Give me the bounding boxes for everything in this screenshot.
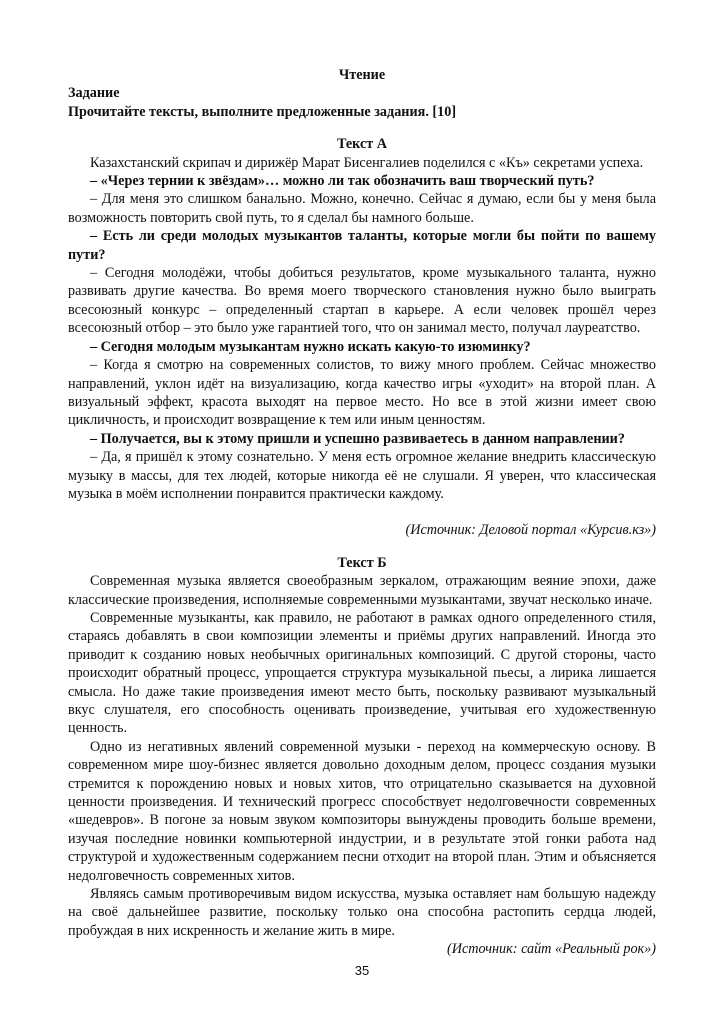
text-a-intro: Казахстанский скрипач и дирижёр Марат Бисенгалиев поделился с «Къ» секретами успеха.: [90, 154, 644, 171]
task-label: Задание: [68, 85, 120, 102]
interview-question: – Сегодня молодым музыкантам нужно искать какую-то изюминку?: [90, 338, 531, 355]
interview-answer: – Да, я пришёл к этому сознательно. У меня есть огромное желание внедрить классическую музыку в массы, для тех людей, которые никогда её не слушали. Я уверен, что классическая музыка в моём исполнении понравится практически каждому.: [68, 449, 656, 502]
text-b-paragraph: Современные музыканты, как правило, не работают в рамках одного определенного стиля, стараясь добавлять в свои композиции элементы и приёмы других направлений. Иногда это приводит к созданию новых необычных оригинальных композиций. С другой стороны, часто происходит обратный процесс, упрощается структура музыкальной пьесы, а лирика лишается смысла. Но даже такие произведения имеют место быть, поскольку развивают музыкальный вкус слушателя, его способность оценивать произведение, учитывая его художественную ценность.: [68, 609, 656, 737]
task-instructions: Прочитайте тексты, выполните предложенные задания. [10]: [68, 103, 457, 120]
text-b-title: Текст Б: [337, 554, 387, 571]
interview-answer: – Сегодня молодёжи, чтобы добиться результатов, кроме музыкального таланта, нужно развивать другие качества. Во время моего творческого становления нужно было выиграть всесоюзный конкурс – определенный стартап в карьере. А если человек прошёл через всесоюзный отбор – это было уже гарантией того, что он занимал место, получал лауреатство.: [68, 265, 656, 337]
interview-answer: – Когда я смотрю на современных солистов, то вижу много проблем. Сейчас множество направлений, уклон идёт на визуализацию, когда качество игры «уходит» на второй план. А визуальный эффект, красота выходят на первое место. Но все в этой жизни имеет свою цикличность, и происходит возвращение к тем или иным ценностям.: [68, 357, 656, 429]
text-a-title: Текст А: [336, 136, 388, 153]
text-b-paragraph: Современная музыка является своеобразным зеркалом, отражающим веяние эпохи, даже классические произведения, исполняемые современными музыкантами, звучат несколько иначе.: [68, 573, 656, 608]
text-b-paragraph: Являясь самым противоречивым видом искусства, музыка оставляет нам большую надежду на своё дальнейшее развитие, поскольку только она способна растопить сердца людей, пробуждая в них искренность и желание жить в мире.: [68, 886, 656, 939]
page-number: 35: [354, 963, 370, 978]
text-b-paragraph: Одно из негативных явлений современной музыки - переход на коммерческую основу. В современном мире шоу-бизнес является довольно доходным делом, процесс создания музыки стремится к порождению новых и новых хитов, что отрицательно сказывается на духовной ценности произведения. И технический прогресс способствует недолговечности современных «шедевров». В погоне за новым звуком композиторы вынуждены проводить больше времени, изучая последние новинки компьютерной индустрии, и в результате этой гонки работа над структурой и художественным содержанием песни отходит на второй план. Этим и объясняется недолговечность современных хитов.: [68, 738, 656, 884]
interview-question: – «Через тернии к звёздам»… можно ли так обозначить ваш творческий путь?: [90, 173, 595, 190]
text-a-source: (Источник: Деловой портал «Курсив.кз»): [405, 522, 656, 539]
interview-answer: – Для меня это слишком банально. Можно, конечно. Сейчас я думаю, если бы у меня была возможность повторить свой путь, то я сделал бы намного больше.: [68, 191, 656, 226]
section-title: Чтение: [338, 67, 386, 83]
interview-question: – Есть ли среди молодых музыкантов таланты, которые могли бы пойти по вашему пути?: [68, 228, 656, 263]
interview-question: – Получается, вы к этому пришли и успешно развиваетесь в данном направлении?: [90, 430, 625, 447]
text-b-source: (Источник: сайт «Реальный рок»): [447, 941, 656, 958]
